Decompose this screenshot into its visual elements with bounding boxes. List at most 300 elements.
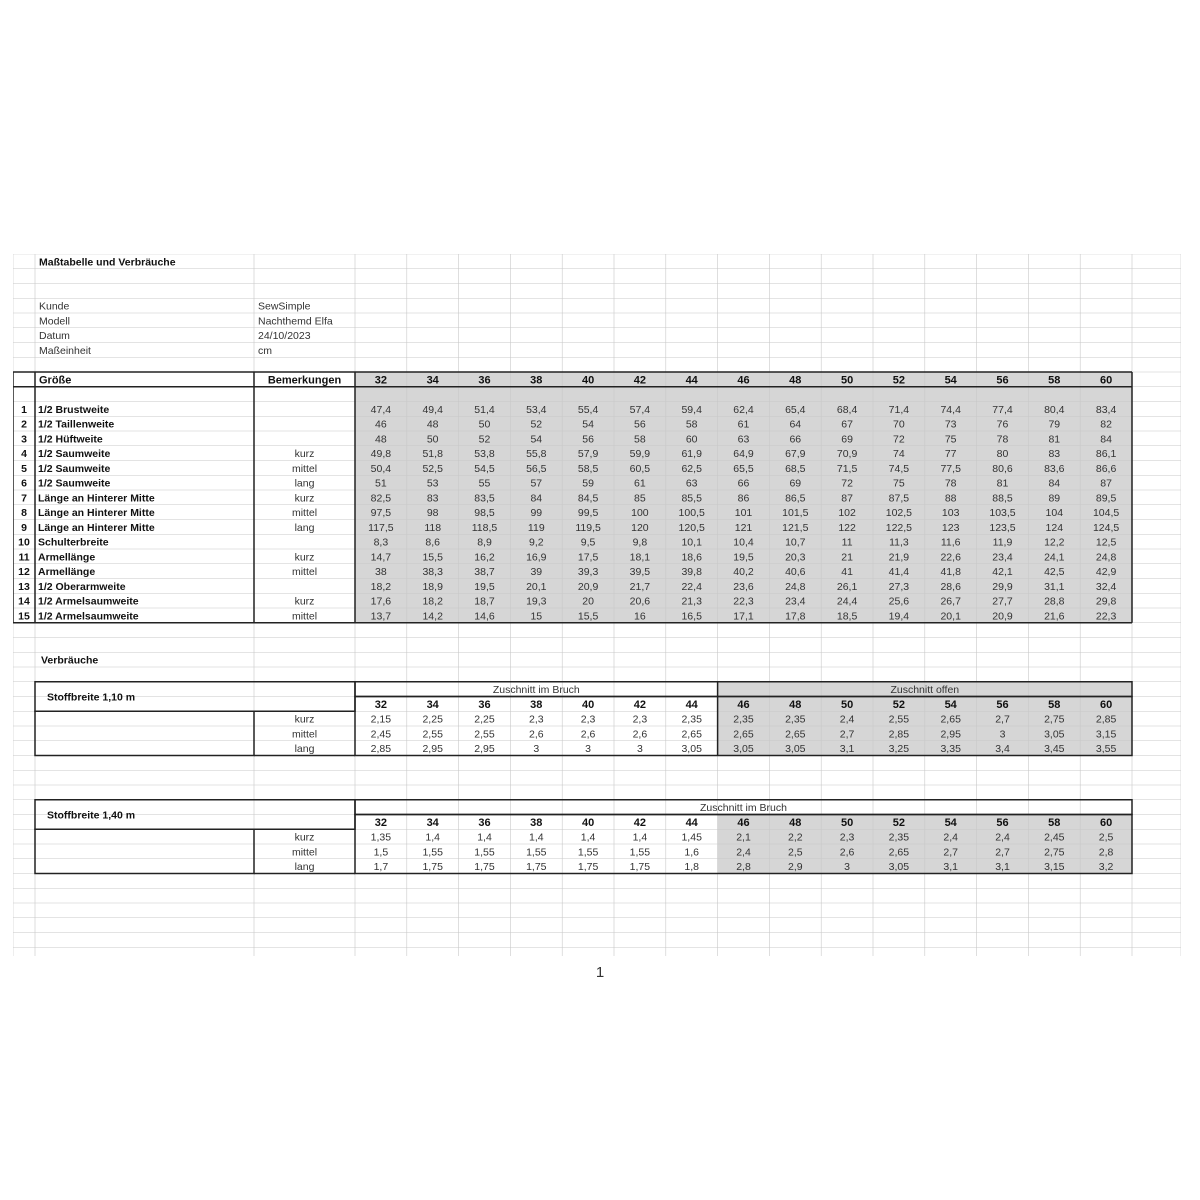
consumption-value: 1,4 [477,831,492,844]
consumption-value: 2,75 [1044,713,1065,726]
measurement-value: 102,5 [885,507,913,519]
measurement-value: 65,5 [733,462,754,475]
measurement-value: 51 [375,477,387,490]
row-number: 2 [21,418,27,431]
measurement-value: 28,8 [1044,595,1065,608]
size-header: 46 [737,374,750,387]
measurement-value: 21 [841,551,853,564]
measurement-value: 64,9 [733,448,754,460]
consumption-value: 1,35 [370,831,392,844]
measurement-value: 20,3 [785,551,806,564]
size-header: 58 [1048,374,1061,387]
measurement-value: 39,8 [681,566,702,578]
measurement-value: 76 [996,418,1009,431]
measurement-value: 60 [685,433,698,446]
consumption-value: 2,35 [888,831,910,844]
measurement-value: 24,8 [785,580,806,593]
size-header: 60 [1099,816,1113,829]
measurement-value: 20 [582,595,594,608]
spreadsheet-grid [13,254,1181,956]
consumption-value: 3,45 [1044,743,1065,755]
measurement-value: 83 [426,492,439,505]
measurement-value: 15,5 [577,610,599,623]
consumption-value: 1,75 [526,861,547,873]
size-header: 40 [581,816,595,829]
measurement-value: 22,3 [733,595,754,608]
measurement-value: 86 [737,492,750,505]
measurement-value: 104,5 [1092,507,1120,519]
consumption-value: 2,3 [632,713,648,726]
measurement-value: 53,8 [474,448,495,460]
consumption-value: 2,6 [528,728,544,741]
measurement-value: 29,9 [992,580,1013,593]
measurement-value: 74,4 [940,403,961,416]
measurement-value: 21,6 [1044,610,1065,623]
measurement-value: 17,1 [733,610,754,623]
measurement-value: 84,5 [577,492,599,505]
size-header: 34 [426,816,439,829]
measurement-value: 10,1 [681,536,702,549]
measurement-value: 118 [424,521,442,534]
measurement-value: 52 [478,433,491,446]
consumption-value: 2,3 [528,713,544,726]
measurement-value: 14,2 [422,610,443,623]
measurement-value: 8,6 [425,536,441,549]
measurement-value: 82,5 [370,492,392,505]
measurement-value: 23,4 [785,595,806,608]
measurement-value: 26,1 [836,580,858,593]
consumption-value: 2,25 [474,713,495,726]
measurement-value: 49,8 [370,448,392,460]
measurement-value: 81 [996,477,1009,490]
length-note: lang [294,861,315,873]
measurement-value: 20,9 [577,580,599,593]
measurement-value: 65,4 [785,403,806,416]
measurement-value: 20,1 [526,580,547,593]
measurement-value: 22,4 [681,580,702,593]
measurement-value: 52,5 [422,462,443,475]
size-header: 38 [530,816,543,829]
consumption-value: 3 [636,743,643,755]
measurement-value: 16,5 [681,610,702,623]
consumption-value: 2,5 [787,846,803,859]
measurement-name: 1/2 Oberarmweite [38,580,126,593]
measurement-value: 17,6 [370,595,392,608]
measurement-value: 80 [996,448,1009,460]
measurement-value: 38,7 [474,566,495,578]
size-header: 36 [478,816,491,829]
measurement-name: 1/2 Brustweite [38,403,110,416]
measurement-value: 10,7 [785,536,806,549]
measurement-value: 75 [944,433,957,446]
consumption-title: Verbräuche [41,654,99,667]
row-number: 12 [18,566,30,578]
measurement-value: 15 [530,610,543,623]
measurement-value: 19,3 [526,595,547,608]
size-header: 44 [685,816,698,829]
measurement-value: 78 [944,477,957,490]
measurement-value: 10,4 [733,536,754,549]
measurement-value: 101,5 [782,507,809,519]
measurement-value: 103,5 [989,507,1016,519]
measurement-value: 46 [375,418,387,431]
measurement-value: 40,2 [733,566,754,578]
measurement-value: 11,9 [992,536,1013,549]
size-header: 42 [633,374,647,387]
info-value: 24/10/2023 [258,330,311,342]
measurement-value: 83 [1048,448,1061,460]
measurement-value: 54,5 [474,462,495,475]
consumption-value: 2,4 [839,713,855,726]
size-header: 60 [1099,698,1113,711]
measurement-value: 59,9 [629,448,651,460]
measurement-value: 11,3 [889,536,909,549]
measurement-value: 118,5 [471,521,498,534]
measurement-name: 1/2 Saumweite [38,477,111,490]
measurement-value: 59,4 [681,403,702,416]
measurement-value: 22,3 [1095,610,1117,623]
measurement-value: 66 [789,433,802,446]
consumption-value: 2,4 [995,831,1010,844]
cut-group-label: Zuschnitt offen [890,684,960,696]
size-header: 60 [1099,374,1113,387]
consumption-value: 3,05 [681,743,702,755]
measurement-value: 71,4 [888,403,910,416]
consumption-value: 2,95 [422,743,443,755]
measurement-value: 57,9 [577,448,599,460]
measurement-name: Schulterbreite [38,536,109,549]
measurement-value: 55,4 [577,403,599,416]
measurement-value: 32,4 [1095,580,1117,593]
measurement-value: 103 [941,507,960,519]
measurement-value: 61 [737,418,750,431]
info-value: Nachthemd Elfa [258,315,333,328]
consumption-value: 2,5 [1098,831,1114,844]
row-number: 4 [21,448,27,460]
consumption-value: 3,25 [888,743,910,755]
measurement-value: 15,5 [422,551,443,564]
measurement-value: 121 [734,521,753,534]
measurement-value: 47,4 [370,403,392,416]
consumption-value: 1,75 [422,861,443,873]
length-note: mittel [291,846,318,859]
measurement-value: 16,9 [526,551,547,564]
measurement-note: mittel [291,507,318,519]
length-note: kurz [294,713,315,726]
measurement-note: kurz [294,595,315,608]
consumption-value: 2,8 [1098,846,1114,859]
sheet-title: Maßtabelle und Verbräuche [39,256,176,269]
measurement-value: 9,8 [632,536,648,549]
measurement-value: 86,1 [1095,448,1117,460]
consumption-value: 3,1 [943,861,959,873]
size-header: 34 [426,374,439,387]
measurement-value: 54 [530,433,543,446]
measurement-value: 124 [1045,521,1064,534]
measurement-value: 21,9 [888,551,910,564]
measurement-value: 41,8 [940,566,961,578]
measurement-value: 77 [944,448,957,460]
measurement-name: 1/2 Armelsaumweite [38,610,139,623]
consumption-value: 1,4 [425,831,441,844]
consumption-value: 2,95 [474,743,495,755]
measurement-value: 22,6 [940,551,961,564]
size-header: 38 [530,698,543,711]
measurement-value: 70,9 [836,448,858,460]
measurement-value: 41,4 [888,566,910,578]
measurement-value: 8,9 [477,536,492,549]
measurement-value: 58 [634,433,646,446]
consumption-value: 2,2 [787,831,803,844]
measurement-value: 48 [375,433,387,446]
notes-column-header: Bemerkungen [267,374,342,387]
measurement-value: 64 [789,418,802,431]
measurement-value: 16 [634,610,646,623]
size-header: 50 [840,698,854,711]
measurement-value: 13,7 [370,610,392,623]
spreadsheet-page [13,254,1181,956]
measurement-note: kurz [294,492,315,505]
consumption-value: 1,8 [684,861,700,873]
consumption-value: 1,7 [373,861,389,873]
measurement-value: 71,5 [836,462,858,475]
measurement-value: 73 [944,418,957,431]
measurement-value: 86,5 [785,492,806,505]
row-number: 7 [21,492,27,505]
measurement-value: 58 [685,418,698,431]
measurement-value: 85,5 [681,492,702,505]
measurement-value: 100 [631,507,649,519]
measurement-value: 102 [838,507,856,519]
size-header: 38 [530,374,543,387]
consumption-value: 2,85 [370,743,392,755]
measurement-value: 119,5 [575,521,601,534]
measurement-value: 72 [841,477,853,490]
measurement-value: 9,5 [580,536,596,549]
row-number: 14 [18,595,30,608]
measurement-value: 61 [634,477,646,490]
consumption-value: 1,55 [422,846,443,859]
size-header: 48 [789,816,802,829]
measurement-value: 72 [893,433,905,446]
measurement-value: 80,4 [1044,403,1065,416]
measurement-note: lang [294,521,315,534]
consumption-value: 1,4 [632,831,648,844]
measurement-name: Armellänge [38,566,96,578]
consumption-value: 3,05 [888,861,910,873]
size-header: 56 [996,816,1009,829]
measurement-value: 42,1 [992,566,1013,578]
measurement-value: 121,5 [782,521,809,534]
measurement-value: 12,5 [1095,536,1117,549]
measurement-value: 122 [838,521,856,534]
measurement-value: 62,5 [681,462,702,475]
consumption-value: 2,35 [733,713,754,726]
fabric-blank-box [35,711,254,755]
measurement-value: 85 [634,492,646,505]
cut-group-label: Zuschnitt im Bruch [492,684,580,696]
measurement-value: 27,7 [992,595,1013,608]
size-header: 32 [374,698,388,711]
row-number: 1 [21,403,27,416]
row-number: 15 [18,610,30,623]
measurement-value: 78 [996,433,1009,446]
consumption-value: 2,6 [580,728,596,741]
measurement-value: 40,6 [785,566,806,578]
size-header: 32 [374,816,388,829]
size-header: 58 [1048,698,1061,711]
consumption-value: 2,55 [474,728,495,741]
size-header: 34 [426,698,439,711]
measurement-value: 62,4 [733,403,754,416]
consumption-value: 2,85 [1095,713,1117,726]
size-header: 56 [996,698,1009,711]
size-header: 36 [478,374,491,387]
measurement-note: lang [294,477,315,490]
measurement-value: 97,5 [370,507,392,519]
consumption-value: 2,3 [580,713,596,726]
measurement-value: 19,4 [888,610,910,623]
measurement-value: 80,6 [992,462,1013,475]
row-number: 5 [21,462,27,475]
measurement-value: 50 [478,418,491,431]
measurement-value: 86,6 [1095,462,1117,475]
consumption-value: 3 [999,728,1006,741]
measurement-value: 68,4 [836,403,858,416]
measurement-value: 38,3 [422,566,443,578]
measurement-value: 87,5 [888,492,910,505]
measurement-value: 17,8 [785,610,806,623]
measurement-value: 56 [582,433,594,446]
measurement-value: 28,6 [940,580,961,593]
measurement-value: 26,7 [940,595,961,608]
measurement-value: 89,5 [1095,492,1117,505]
consumption-value: 1,75 [629,861,651,873]
measurement-name: 1/2 Hüftweite [38,433,103,446]
measurement-value: 67,9 [785,448,806,460]
row-number: 3 [21,433,27,446]
consumption-value: 2,6 [839,846,855,859]
consumption-value: 2,35 [681,713,702,726]
consumption-value: 2,95 [940,728,961,741]
consumption-value: 1,45 [681,831,702,844]
consumption-value: 2,8 [736,861,751,873]
info-value: cm [258,344,272,357]
measurement-value: 61,9 [681,448,702,460]
measurement-value: 81 [1048,433,1061,446]
measurement-value: 82 [1100,418,1112,431]
measurement-value: 59 [582,477,594,490]
consumption-value: 3,35 [940,743,961,755]
consumption-value: 1,4 [528,831,544,844]
measurement-value: 14,7 [370,551,392,564]
measurement-value: 9,2 [528,536,544,549]
consumption-value: 1,75 [577,861,599,873]
measurement-value: 84 [1048,477,1061,490]
size-header: 44 [685,698,698,711]
measurement-value: 83,5 [474,492,495,505]
size-header: 46 [737,816,750,829]
consumption-value: 3,15 [1095,728,1117,741]
size-header: 46 [737,698,750,711]
measurement-value: 11,6 [940,536,961,549]
length-note: mittel [291,728,318,741]
measurement-value: 98 [426,507,439,519]
consumption-value: 1,55 [474,846,495,859]
measurement-value: 69 [789,477,802,490]
consumption-value: 2,7 [995,846,1010,859]
size-header: 44 [685,374,698,387]
size-header: 48 [789,698,802,711]
measurement-value: 29,8 [1095,595,1117,608]
measurement-value: 120 [631,521,649,534]
measurement-value: 63 [685,477,698,490]
measurement-value: 50,4 [370,462,392,475]
consumption-value: 2,55 [422,728,443,741]
measurement-value: 48 [426,418,439,431]
consumption-value: 2,15 [370,713,392,726]
measurement-value: 24,1 [1044,551,1065,564]
measurement-value: 99,5 [577,507,599,519]
measurement-value: 20,9 [992,610,1013,623]
size-header: 52 [892,698,906,711]
measurement-value: 101 [734,507,753,519]
measurement-value: 42,5 [1044,566,1065,578]
info-label: Datum [39,330,70,342]
measurement-value: 8,3 [373,536,389,549]
measurement-note: mittel [291,610,318,623]
measurement-value: 124,5 [1092,521,1120,534]
measurement-value: 12,2 [1044,536,1065,549]
measurement-value: 63 [737,433,750,446]
consumption-value: 2,25 [422,713,443,726]
measurement-value: 99 [530,507,543,519]
consumption-value: 1,55 [629,846,651,859]
measurement-value: 89 [1048,492,1061,505]
fabric-width-label: Stoffbreite 1,10 m [47,691,136,704]
measurement-value: 42,9 [1095,566,1117,578]
measurement-value: 38 [375,566,387,578]
measurement-value: 18,7 [474,595,495,608]
info-label: Kunde [39,300,70,313]
measurement-value: 68,5 [785,462,806,475]
consumption-value: 3,4 [995,743,1010,755]
size-header: 40 [581,374,595,387]
measurement-value: 19,5 [474,580,495,593]
consumption-value: 2,45 [1044,831,1065,844]
measurement-value: 123,5 [989,521,1016,534]
fabric-width-label: Stoffbreite 1,40 m [47,809,136,822]
consumption-value: 3 [585,743,592,755]
size-header: 32 [374,374,388,387]
consumption-value: 2,7 [943,846,959,859]
row-number: 6 [21,477,27,490]
measurement-value: 24,4 [836,595,858,608]
consumption-value: 2,9 [787,861,803,873]
size-column-header: Größe [39,374,72,387]
measurement-value: 88,5 [992,492,1013,505]
measurement-value: 51,8 [422,448,443,460]
measurement-value: 49,4 [422,403,443,416]
consumption-value: 2,65 [940,713,961,726]
measurement-value: 84 [530,492,543,505]
consumption-value: 3,05 [733,743,754,755]
size-header: 54 [944,374,957,387]
measurement-name: Länge an Hinterer Mitte [38,507,155,519]
size-header: 40 [581,698,595,711]
measurement-value: 17,5 [577,551,599,564]
consumption-value: 2,6 [632,728,648,741]
